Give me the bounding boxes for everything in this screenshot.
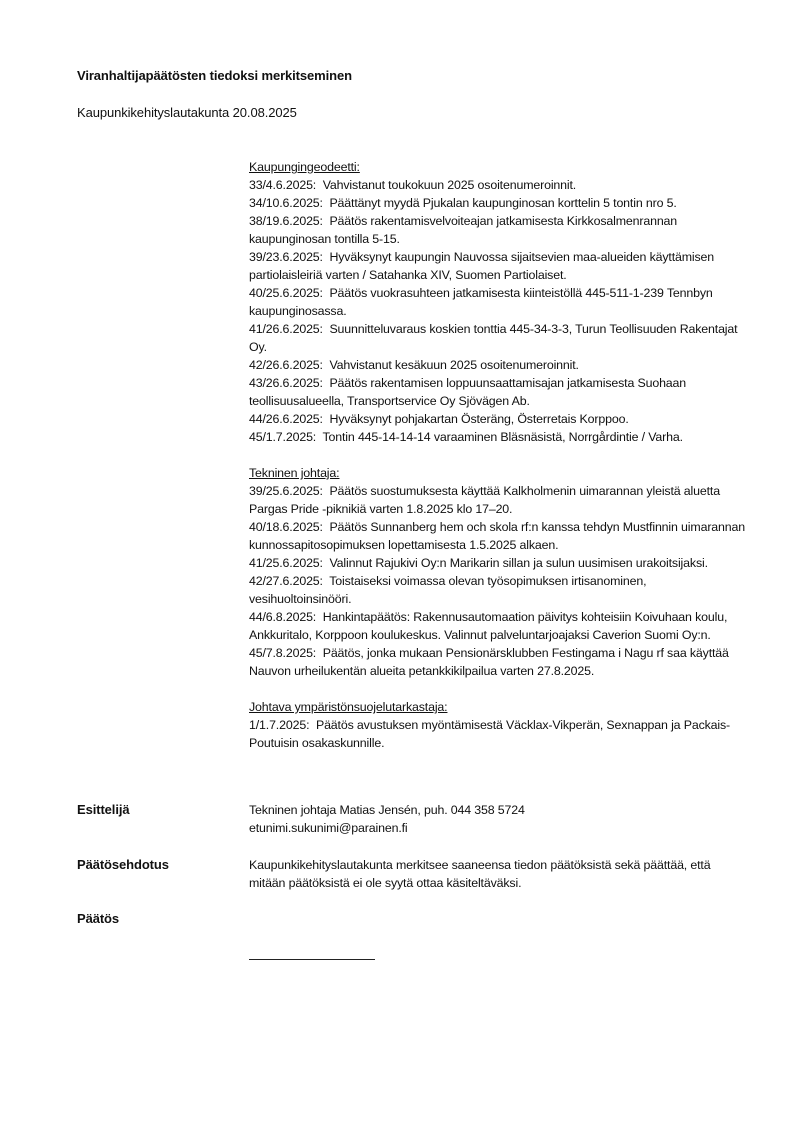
decisions-list [249,158,749,770]
proposal-text: Kaupunkikehityslautakunta merkitsee saaneensa tiedon päätöksistä sekä päättää, että mitään päätöksistä ei ole syytä ottaa käsiteltäväksi. [249,858,711,890]
entry-number: 44/6.8.2025: [249,610,317,624]
decision-entry [249,212,749,248]
decision-entry [249,482,749,518]
presenter-name-phone: Tekninen johtaja Matias Jensén, puh. 044 358 5724 [249,803,525,817]
entry-number: 34/10.6.2025: [249,196,323,210]
decision-label: Päätös [77,911,120,926]
entry-text: Tontin 445-14-14-14 varaaminen Bläsnäsistä, Norrgårdintie / Varha. [322,430,683,444]
decision-entry [249,248,749,284]
entry-text: Päätös vuokrasuhteen jatkamisesta kiinteistöllä 445-511-1-239 Tennbyn kaupunginosassa. [249,286,713,318]
entry-number: 43/26.6.2025: [249,376,323,390]
meeting-name: Kaupunkikehityslautakunta 20.08.2025 [77,105,297,120]
decision-entry [249,716,749,752]
signature-line [249,959,375,960]
entry-number: 39/23.6.2025: [249,250,323,264]
decision-entry [249,428,749,446]
section-tekninen-johtaja [249,464,749,680]
decision-entry [249,518,749,554]
entry-text: Päätös suostumuksesta käyttää Kalkholmenin uimarannan yleistä aluetta Pargas Pride -piknikiä varten 1.8.2025 klo 17–20. [249,484,720,516]
entry-number: 40/18.6.2025: [249,520,323,534]
entry-number: 33/4.6.2025: [249,178,317,192]
proposal-label: Päätösehdotus [77,857,169,872]
decision-entry [249,572,749,608]
document-title: Viranhaltijapäätösten tiedoksi merkitseminen [77,68,352,83]
entry-text: Päätös Sunnanberg hem och skola rf:n kanssa tehdyn Mustfinnin uimarannan kunnossapitosopimuksen lopettamisesta 1.5.2025 alkaen. [249,520,745,552]
entry-text: Valinnut Rajukivi Oy:n Marikarin sillan ja sulun uusimisen urakoitsijaksi. [329,556,708,570]
decision-entry [249,194,749,212]
entry-text: Päätös, jonka mukaan Pensionärsklubben Festingama i Nagu rf saa käyttää Nauvon urheilukentän alueita petankkikilpailua varten 27.8.2025. [249,646,729,678]
entry-number: 1/1.7.2025: [249,718,310,732]
entry-number: 44/26.6.2025: [249,412,323,426]
entry-text: Päätös rakentamisvelvoiteajan jatkamisesta Kirkkosalmenrannan kaupunginosan tontilla 5-15. [249,214,678,246]
entry-number: 40/25.6.2025: [249,286,323,300]
decision-entry [249,410,749,428]
entry-text: Hyväksynyt kaupungin Nauvossa sijaitsevien maa-alueiden käyttämisen partiolaisleiriä varten / Satahanka XIV, Suomen Partiolaiset. [249,250,715,282]
entry-text: Vahvistanut toukokuun 2025 osoitenumeroinnit. [322,178,577,192]
entry-text: Hankintapäätös: Rakennusautomaation päivitys kohteisiin Koivuhaan koulu, Ankkuritalo, Korppoon koulukeskus. Valinnut palveluntarjoajaksi Caverion Suomi Oy:n. [249,610,728,642]
decision-entry [249,320,749,356]
entry-number: 38/19.6.2025: [249,214,323,228]
decision-entry [249,608,749,644]
section-ymparistonsuojelutarkastaja [249,698,749,752]
decision-entry [249,284,749,320]
entry-text: Suunnitteluvaraus koskien tonttia 445-34-3-3, Turun Teollisuuden Rakentajat Oy. [249,322,738,354]
presenter-info [249,801,749,837]
section-heading: Johtava ympäristönsuojelutarkastaja: [249,700,448,714]
entry-number: 45/1.7.2025: [249,430,317,444]
entry-number: 42/27.6.2025: [249,574,323,588]
entry-text: Hyväksynyt pohjakartan Österäng, Österretais Korppoo. [329,412,629,426]
entry-number: 42/26.6.2025: [249,358,323,372]
entry-text: Päätös avustuksen myöntämisestä Väcklax-Vikperän, Sexnappan ja Packais-Poutuisin osakaskunnille. [249,718,731,750]
section-heading: Tekninen johtaja: [249,466,340,480]
entry-text: Päätös rakentamisen loppuunsaattamisajan jatkamisesta Suohaan teollisuusalueella, Transportservice Oy Sjövägen Ab. [249,376,687,408]
decision-entry [249,554,749,572]
decision-entry [249,356,749,374]
section-heading: Kaupungingeodeetti: [249,160,360,174]
entry-number: 39/25.6.2025: [249,484,323,498]
presenter-email: etunimi.sukunimi@parainen.fi [249,821,408,835]
section-kaupungingeodeetti [249,158,749,446]
entry-text: Vahvistanut kesäkuun 2025 osoitenumeroinnit. [329,358,579,372]
entry-number: 41/25.6.2025: [249,556,323,570]
entry-number: 41/26.6.2025: [249,322,323,336]
decision-entry [249,644,749,680]
decision-entry [249,176,749,194]
entry-text: Päättänyt myydä Pjukalan kaupunginosan korttelin 5 tontin nro 5. [329,196,677,210]
entry-number: 45/7.8.2025: [249,646,317,660]
presenter-label: Esittelijä [77,802,130,817]
entry-text: Toistaiseksi voimassa olevan työsopimuksen irtisanominen, vesihuoltoinsinööri. [249,574,647,606]
decision-entry [249,374,749,410]
